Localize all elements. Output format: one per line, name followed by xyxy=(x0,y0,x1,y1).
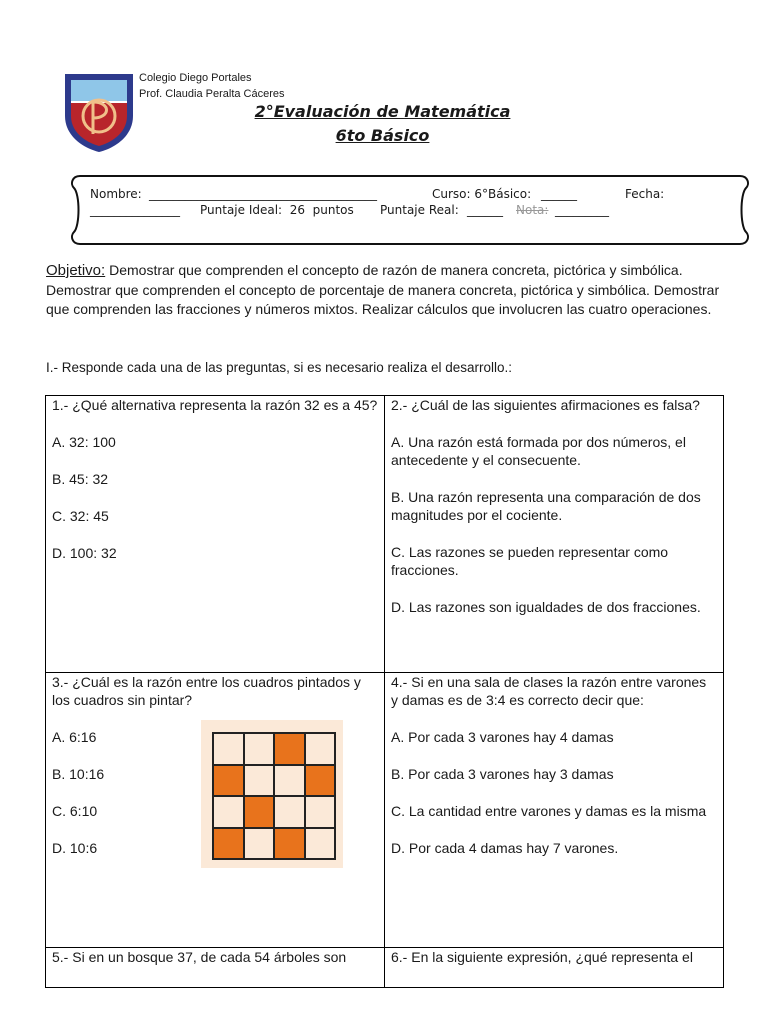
question-1-prompt: 1.- ¿Qué alternativa representa la razón 32 es a 45? xyxy=(52,397,378,413)
page-title: 2°Evaluación de Matemática xyxy=(254,102,511,121)
page-subtitle: 6to Básico xyxy=(335,126,430,145)
curso-label: Curso: 6°Básico: xyxy=(432,187,532,201)
grid-cell-empty xyxy=(213,733,244,765)
grid-cell-empty xyxy=(305,828,336,860)
curso-field[interactable]: ______ xyxy=(541,187,577,201)
grid-cell-empty xyxy=(305,733,336,765)
question-5 xyxy=(46,948,385,988)
q4-option-a[interactable]: A. Por cada 3 varones hay 4 damas xyxy=(391,729,614,745)
question-4 xyxy=(385,673,724,948)
grid-cell-empty xyxy=(274,796,305,828)
objective-text: Demostrar que comprenden el concepto de razón de manera concreta, pictórica y simbólica. Demostrar que comprenden el concepto de porcentaje de manera concreta, pictórica y simbólica. Demostrar que comprenden las fracciones y números mixtos. Realizar cálculos que involucren las cuatro operaciones. xyxy=(46,262,720,317)
puntaje-ideal: Puntaje Ideal: 26 puntos xyxy=(200,203,354,217)
q3-option-b[interactable]: B. 10:16 xyxy=(52,766,105,782)
school-name: Colegio Diego Portales xyxy=(139,72,252,84)
grid-cell-empty xyxy=(244,733,275,765)
fecha-label: Fecha: xyxy=(625,187,665,201)
q2-option-c[interactable]: C. Las razones se pueden representar como fracciones. xyxy=(391,544,669,578)
q4-option-b[interactable]: B. Por cada 3 varones hay 3 damas xyxy=(391,766,614,782)
q1-option-b[interactable]: B. 45: 32 xyxy=(52,471,109,487)
q4-option-c[interactable]: C. La cantidad entre varones y damas es la misma xyxy=(391,803,707,819)
grid-cell-filled xyxy=(274,733,305,765)
puntaje-real-label: Puntaje Real: xyxy=(380,203,459,217)
q3-option-d[interactable]: D. 10:6 xyxy=(52,840,98,856)
grid-cell-empty xyxy=(244,828,275,860)
q3-grid-figure xyxy=(201,720,343,868)
puntaje-real-field[interactable]: ______ xyxy=(467,203,503,217)
q2-option-b[interactable]: B. Una razón representa una comparación de dos magnitudes por el cociente. xyxy=(391,489,701,523)
question-6-prompt: 6.- En la siguiente expresión, ¿qué representa el xyxy=(391,949,693,965)
question-3-prompt: 3.- ¿Cuál es la razón entre los cuadros pintados y los cuadros sin pintar? xyxy=(52,674,361,708)
question-6 xyxy=(385,948,724,988)
grid-cell-empty xyxy=(305,796,336,828)
objective-label: Objetivo: xyxy=(46,262,106,279)
q3-option-c[interactable]: C. 6:10 xyxy=(52,803,98,819)
teacher-name: Prof. Claudia Peralta Cáceres xyxy=(139,88,285,100)
q4-option-d[interactable]: D. Por cada 4 damas hay 7 varones. xyxy=(391,840,619,856)
q2-option-d[interactable]: D. Las razones son igualdades de dos fracciones. xyxy=(391,599,701,615)
school-logo xyxy=(63,72,135,154)
nota-label: Nota: xyxy=(516,203,549,217)
objective xyxy=(46,261,726,320)
question-2 xyxy=(385,396,724,673)
question-4-prompt: 4.- Si en una sala de clases la razón entre varones y damas es de 3:4 es correcto decir que: xyxy=(391,674,707,708)
nota-field[interactable]: _________ xyxy=(555,203,609,217)
q2-option-a[interactable]: A. Una razón está formada por dos números, el antecedente y el consecuente. xyxy=(391,434,686,468)
leading-field[interactable]: _______________ xyxy=(90,203,180,217)
grid-cell-filled xyxy=(213,828,244,860)
q1-option-a[interactable]: A. 32: 100 xyxy=(52,434,116,450)
grid-cell-empty xyxy=(213,796,244,828)
nombre-label: Nombre: xyxy=(90,187,142,201)
instructions: I.- Responde cada una de las preguntas, si es necesario realiza el desarrollo.: xyxy=(46,360,513,375)
q1-option-c[interactable]: C. 32: 45 xyxy=(52,508,109,524)
question-5-prompt: 5.- Si en un bosque 37, de cada 54 árboles son xyxy=(52,949,347,965)
questions-table xyxy=(45,395,724,988)
grid-cell-filled xyxy=(274,828,305,860)
nombre-field[interactable]: ______________________________________ xyxy=(149,187,377,201)
q3-grid xyxy=(212,732,336,860)
q3-option-a[interactable]: A. 6:16 xyxy=(52,729,97,745)
grid-cell-empty xyxy=(274,765,305,797)
question-2-prompt: 2.- ¿Cuál de las siguientes afirmaciones es falsa? xyxy=(391,397,700,413)
grid-cell-filled xyxy=(213,765,244,797)
question-1 xyxy=(46,396,385,673)
grid-cell-filled xyxy=(244,796,275,828)
q1-option-d[interactable]: D. 100: 32 xyxy=(52,545,117,561)
grid-cell-filled xyxy=(305,765,336,797)
grid-cell-empty xyxy=(244,765,275,797)
